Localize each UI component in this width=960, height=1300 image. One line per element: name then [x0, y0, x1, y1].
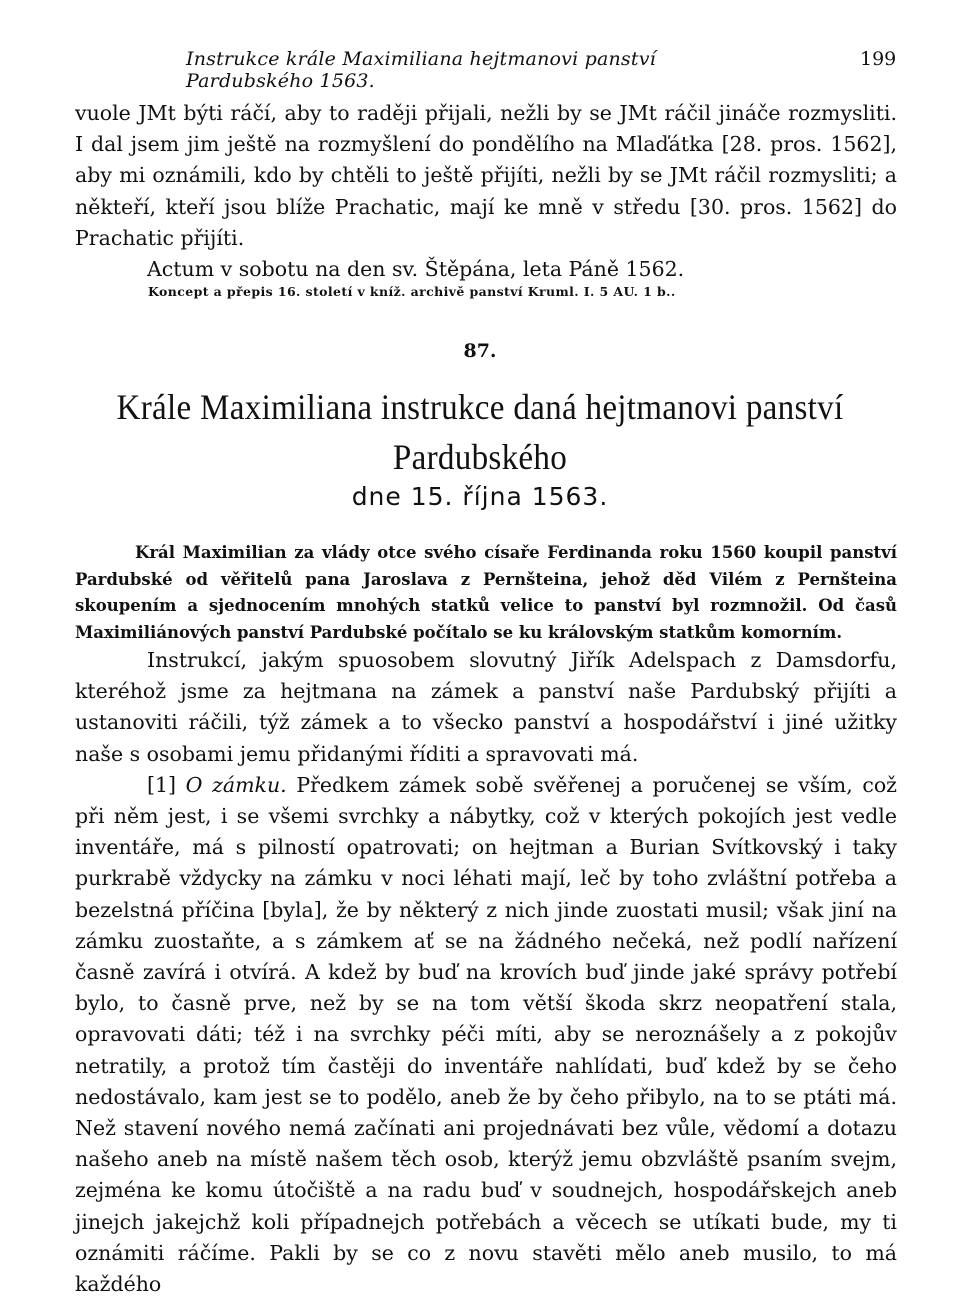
section-1: [75, 770, 897, 1300]
actum-line: Actum v sobotu na den sv. Štěpána, leta Páně 1562.: [147, 257, 685, 282]
section-title: O zámku.: [185, 772, 287, 797]
title-line-2: Pardubského: [392, 437, 568, 477]
running-head: Instrukce krále Maximiliana hejtmanovi panství Pardubského 1563.: [186, 48, 656, 92]
section-number: [1]: [147, 772, 177, 797]
previous-paragraph: vuole JMt býti ráčí, aby to raději přijali, nežli by se JMt ráčil jináče rozmysliti. I dal jsem jim ještě na rozmyšlení do pondělího na Mlaďátka [28. pros. 1562], aby mi oznámili, kdo by chtěli to ještě přijíti, nežli by se JMt ráčil rozmysliti; a někteří, kteří jsou blíže Prachatic, mají ke mně v středu [30. pros. 1562] do Prachatic přijíti.: [75, 101, 897, 250]
title-line-1: Krále Maximiliana instrukce daná hejtmanovi panství: [116, 387, 844, 427]
previous-document-text: [75, 98, 897, 285]
source-note: Koncept a přepis 16. století v kníž. archivě panství Kruml. I. 5 AU. 1 b..: [148, 284, 676, 299]
page-number: 199: [860, 48, 897, 70]
intro-paragraph: Instrukcí, jakým spuosobem slovutný Jiřík Adelspach z Damsdorfu, kteréhož jsme za hejtmana na zámek a panství naše Pardubský přijíti a ustanoviti ráčili, týž zámek a to všecko panství a hospodářství i jiné užitky naše s osobami jemu přidanými říditi a spravovati má.: [75, 648, 897, 766]
instruction-text: [75, 645, 897, 1300]
section-text: Předkem zámek sobě svěřenej a poručenej se vším, což při něm jest, i se všemi svrchky a nábytky, což v kterých pokojích jest vedle inventáře, má s pilností opatrovati; on hejtman a Burian Svítkovský i taky purkrabě vždycky na zámku v noci léhati mají, leč by toho zvláštní potřeba a bezelstná příčina [byla], že by některý z nich jinde zuostati musil; však jiní na zámku zuostaňte, a s zámkem ať se na žádného nečeká, než podlí nařízení časně zavírá i otvírá. A kdež by buď na krovích buď jinde jaké správy potřebí bylo, to časně prve, než by se na tom větší škoda skrz neopatření stala, opravovati dáti; též i na svrchky péči míti, aby se neroznášely a z pokojův netratily, a protož tím častěji do inventáře nahlídati, buď kdež by se čeho nedostávalo, kam jest se to podělo, aneb že by čeho přibylo, na to se ptáti má. Než stavení nového nemá začínati ani projednávati bez vůle, vědomí a dotazu našeho aneb na místě našem těch osob, kterýž jemu obzvláště psaním svejm, zejména ke komu útočiště a na radu buď v soudnejch, hospodářskejch aneb jinejch jakejchž koli případnejch potřebách a věcech se utíkati bude, my ti oznámiti ráčíme. Pakli by se co z novu stavěti mělo aneb musilo, to má každého: [75, 772, 897, 1297]
document-title: [94, 382, 867, 482]
document-number: 87.: [463, 340, 497, 362]
summary-text: Král Maximilian za vlády otce svého císaře Ferdinanda roku 1560 koupil panství Pardubské od věřitelů pana Jaroslava z Pernšteina, jehož děd Vilém z Pernšteina skoupením a sjednocením mnohých statků velice to panství byl rozmnožil. Od časů Maximiliánových panství Pardubské počítalo se ku královským statkům komorním.: [75, 543, 897, 642]
editorial-summary: [75, 540, 897, 646]
document-date: dne 15. října 1563.: [351, 482, 609, 511]
